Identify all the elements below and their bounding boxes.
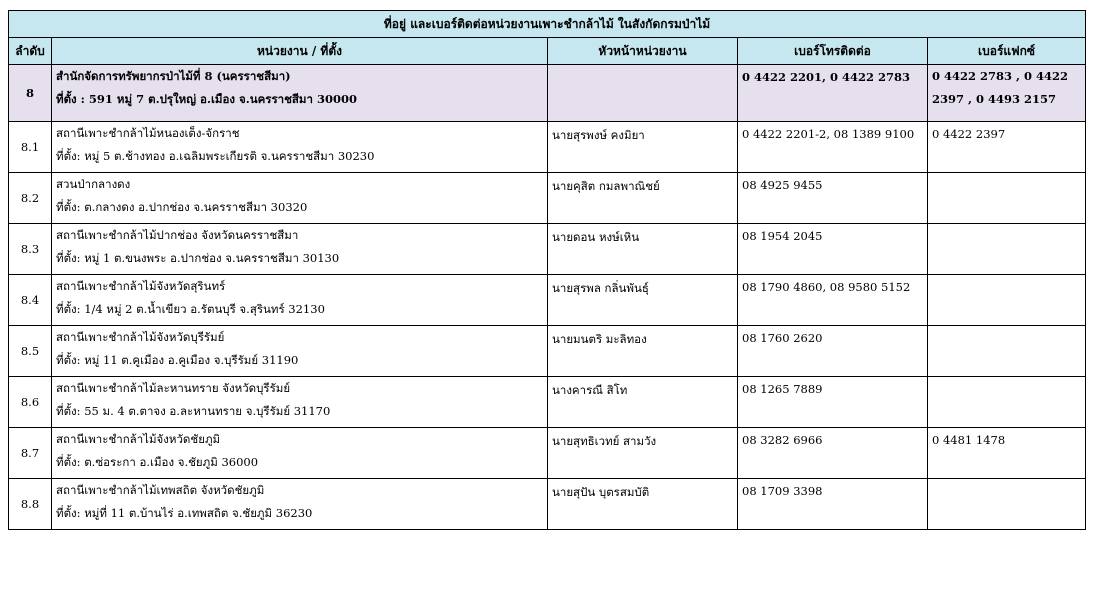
phone-cell: 08 1954 2045 xyxy=(738,224,928,275)
unit-cell xyxy=(52,122,548,173)
phone-cell: 08 1760 2620 xyxy=(738,326,928,377)
unit-address: ที่ตั้ง: 1/4 หมู่ 2 ต.น้ำเขียว อ.รัตนบุรี จ.สุรินทร์ 32130 xyxy=(56,302,325,316)
unit-address: ที่ตั้ง: หมู่ 1 ต.ขนงพระ อ.ปากช่อง จ.นครราชสีมา 30130 xyxy=(56,251,340,265)
header-phone: เบอร์โทรติดต่อ xyxy=(738,38,928,65)
head-cell: นายสุรพล กลิ่นพันธุ์ xyxy=(548,275,738,326)
phone-cell: 08 1265 7889 xyxy=(738,377,928,428)
head-cell: นายคุสิต กมลพาณิชย์ xyxy=(548,173,738,224)
nursery-contact-table-container xyxy=(8,10,1085,530)
table-row xyxy=(9,479,1086,530)
unit-cell xyxy=(52,224,548,275)
unit-name: สวนป่ากลางดง xyxy=(56,177,131,191)
unit-name: สถานีเพาะชำกล้าไม้จังหวัดสุรินทร์ xyxy=(56,279,226,293)
table-row xyxy=(9,428,1086,479)
table-row-main-office xyxy=(9,65,1086,122)
fax-cell xyxy=(928,479,1086,530)
head-cell: นายดอน หงษ์เหิน xyxy=(548,224,738,275)
fax-cell xyxy=(928,224,1086,275)
row-no: 8.2 xyxy=(9,173,52,224)
fax-cell: 0 4422 2397 xyxy=(928,122,1086,173)
row-no: 8 xyxy=(9,65,52,122)
table-row xyxy=(9,224,1086,275)
fax-cell xyxy=(928,275,1086,326)
row-no: 8.3 xyxy=(9,224,52,275)
table-row xyxy=(9,173,1086,224)
phone-cell: 08 3282 6966 xyxy=(738,428,928,479)
phone-cell: 08 1709 3398 xyxy=(738,479,928,530)
table-row xyxy=(9,122,1086,173)
row-no: 8.1 xyxy=(9,122,52,173)
table-row xyxy=(9,326,1086,377)
unit-name: สถานีเพาะชำกล้าไม้จังหวัดบุรีรัมย์ xyxy=(56,330,225,344)
table-row xyxy=(9,377,1086,428)
phone-cell: 0 4422 2201, 0 4422 2783 xyxy=(738,65,928,122)
fax-cell xyxy=(928,65,1086,122)
unit-cell xyxy=(52,428,548,479)
table-title: ที่อยู่ และเบอร์ติดต่อหน่วยงานเพาะชำกล้าไม้ ในสังกัดกรมป่าไม้ xyxy=(9,11,1086,38)
head-cell: นายมนตริ มะลิทอง xyxy=(548,326,738,377)
header-fax: เบอร์แฟกซ์ xyxy=(928,38,1086,65)
header-unit: หน่วยงาน / ที่ตั้ง xyxy=(52,38,548,65)
fax-cell: 0 4481 1478 xyxy=(928,428,1086,479)
unit-cell xyxy=(52,65,548,122)
unit-name: สถานีเพาะชำกล้าไม้ละหานทราย จังหวัดบุรีรัมย์ xyxy=(56,381,291,395)
fax-cell xyxy=(928,326,1086,377)
unit-name: สถานีเพาะชำกล้าไม้จังหวัดชัยภูมิ xyxy=(56,432,221,446)
unit-address: ที่ตั้ง : 591 หมู่ 7 ต.ปรุใหญ่ อ.เมือง จ.นครราชสีมา 30000 xyxy=(56,92,357,106)
header-no: ลำดับ xyxy=(9,38,52,65)
unit-cell xyxy=(52,173,548,224)
unit-cell xyxy=(52,479,548,530)
head-cell: นายสุปัน บุตรสมบัติ xyxy=(548,479,738,530)
table-row xyxy=(9,275,1086,326)
fax-line-2: 2397 , 0 4493 2157 xyxy=(932,92,1057,106)
unit-cell xyxy=(52,275,548,326)
phone-cell: 08 4925 9455 xyxy=(738,173,928,224)
unit-address: ที่ตั้ง: หมู่ 5 ต.ช้างทอง อ.เฉลิมพระเกียรติ จ.นครราชสีมา 30230 xyxy=(56,149,375,163)
head-cell xyxy=(548,65,738,122)
header-head: หัวหน้าหน่วยงาน xyxy=(548,38,738,65)
row-no: 8.5 xyxy=(9,326,52,377)
unit-address: ที่ตั้ง: 55 ม. 4 ต.ตาจง อ.ละหานทราย จ.บุรีรัมย์ 31170 xyxy=(56,404,331,418)
unit-cell xyxy=(52,377,548,428)
unit-address: ที่ตั้ง: ต.กลางดง อ.ปากช่อง จ.นครราชสีมา 30320 xyxy=(56,200,308,214)
row-no: 8.6 xyxy=(9,377,52,428)
unit-cell xyxy=(52,326,548,377)
phone-cell: 08 1790 4860, 08 9580 5152 xyxy=(738,275,928,326)
unit-address: ที่ตั้ง: ต.ซ่อระกา อ.เมือง จ.ชัยภูมิ 36000 xyxy=(56,455,259,469)
unit-name: สำนักจัดการทรัพยากรป่าไม้ที่ 8 (นครราชสีมา) xyxy=(56,69,291,83)
head-cell: นายสุทธิเวทย์ สามวัง xyxy=(548,428,738,479)
unit-address: ที่ตั้ง: หมู่ที่ 11 ต.บ้านไร่ อ.เทพสถิต จ.ชัยภูมิ 36230 xyxy=(56,506,313,520)
unit-name: สถานีเพาะชำกล้าไม้เทพสถิต จังหวัดชัยภูมิ xyxy=(56,483,265,497)
head-cell: นายสุรพงษ์ คงมิยา xyxy=(548,122,738,173)
unit-address: ที่ตั้ง: หมู่ 11 ต.คูเมือง อ.คูเมือง จ.บุรีรัมย์ 31190 xyxy=(56,353,299,367)
unit-name: สถานีเพาะชำกล้าไม้ปากช่อง จังหวัดนครราชสีมา xyxy=(56,228,299,242)
fax-line-1: 0 4422 2783 , 0 4422 xyxy=(932,69,1069,83)
fax-cell xyxy=(928,173,1086,224)
row-no: 8.4 xyxy=(9,275,52,326)
row-no: 8.8 xyxy=(9,479,52,530)
head-cell: นางคารณี สิโท xyxy=(548,377,738,428)
row-no: 8.7 xyxy=(9,428,52,479)
phone-cell: 0 4422 2201-2, 08 1389 9100 xyxy=(738,122,928,173)
unit-name: สถานีเพาะชำกล้าไม้หนองเต็ง-จักราช xyxy=(56,126,240,140)
nursery-contact-table xyxy=(8,10,1086,530)
fax-cell xyxy=(928,377,1086,428)
